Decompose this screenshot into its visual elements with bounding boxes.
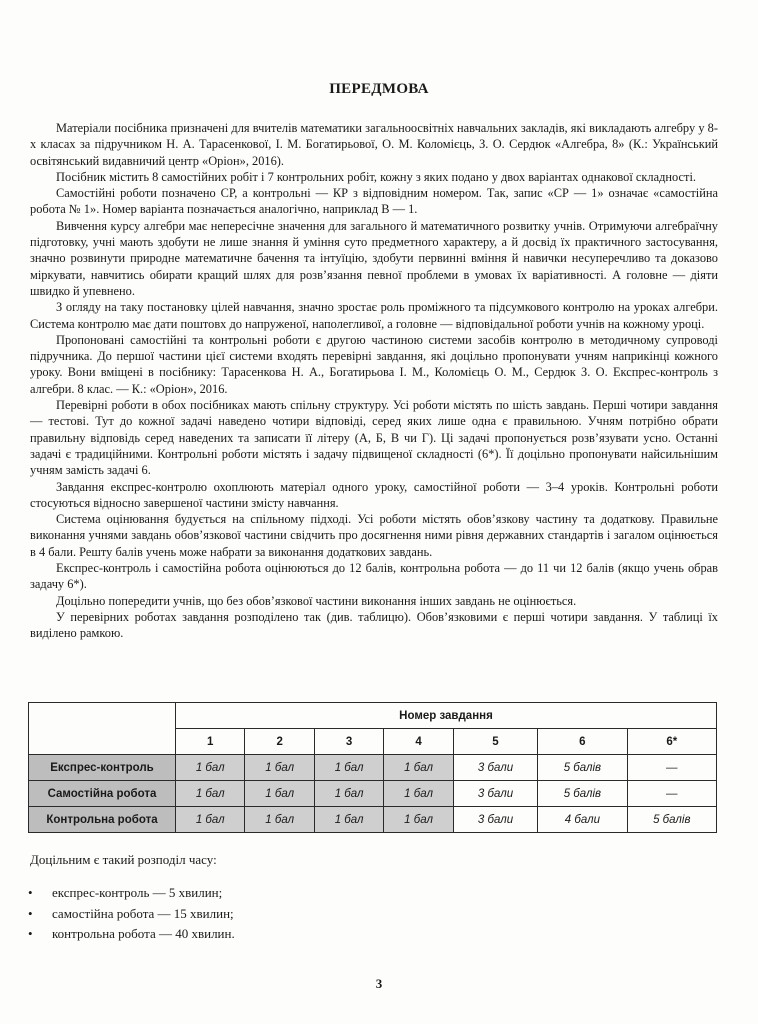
table-cell: 1 бал [245,807,314,833]
list-item-text: експрес-контроль — 5 хвилин; [52,885,223,900]
table-cell: 1 бал [314,781,383,807]
column-header: 3 [314,729,383,755]
paragraph: Перевірні роботи в обох посібниках мають спільну структуру. Усі роботи містять по шість завдань. Перші чотири завдання — тестові. Тут до кожної задачі наведено чотири відповіді, серед яких лише одна є правильною. Учням потрібно обрати правильну відповідь серед наведених та записати її літеру (А, Б, В чи Г). Ці задачі пропонується розв’язувати усно. Останні задачі є традиційними. Контрольні роботи містять і задачу підвищеної складності (6*). Її доцільно пропонувати найсильнішим учням замість задачі 6. [30,398,718,478]
paragraph: Посібник містить 8 самостійних робіт і 7 контрольних робіт, кожну з яких подано у двох варіантах однакової складності. [56,169,697,184]
table-cell: 1 бал [176,755,245,781]
task-number-header: Номер завдання [176,703,717,729]
column-header: 1 [176,729,245,755]
paragraph: Завдання експрес-контролю охоплюють матеріал одного уроку, самостійної роботи — 3–4 уроків. Контрольні роботи стосуються відносно завершеної частини змісту навчання. [30,479,718,510]
table-cell: 1 бал [176,807,245,833]
paragraph: Доцільно попередити учнів, що без обов’язкової частини виконання інших завдань не оцінюється. [56,593,577,608]
table-cell: 5 балів [538,755,627,781]
grading-table [28,702,717,833]
paragraph: З огляду на таку постановку цілей навчання, значно зростає роль проміжного та підсумкового контролю на уроках алгебри. Система контролю має дати поштовх до напруженої, наполегливої, а головне — відповідальної роботи учнів на кожному уроці. [30,300,718,331]
time-distribution-intro: Доцільним є такий розподіл часу: [30,852,217,867]
table-cell: 1 бал [245,755,314,781]
bullet-icon: • [28,905,33,921]
table-cell: 3 бали [453,807,537,833]
table-cell: — [627,755,716,781]
table-cell: 1 бал [176,781,245,807]
column-header: 5 [453,729,537,755]
table-cell: 5 балів [627,807,716,833]
bullet-icon: • [28,885,33,900]
list-item [28,904,235,925]
row-label: Контрольна робота [29,807,176,833]
paragraph: Система оцінювання будується на спільному підході. Усі роботи містять обов’язкову частину та додаткову. Правильне виконання учнями завдань обов’язкової частини свідчить про досягнення ними рівня державних стандартів і загалом оцінюється в 4 бали. Решту балів учень може набрати за виконання додаткових завдань. [30,512,718,559]
time-distribution-list [28,883,235,945]
column-header: 6* [627,729,716,755]
table-cell: 4 бали [538,807,627,833]
paragraph: У перевірних роботах завдання розподілено так (див. таблицю). Обов’язковими є перші чотири завдання. У таблиці їх виділено рамкою. [30,609,718,641]
table-cell: 3 бали [453,781,537,807]
table-cell: 1 бал [245,781,314,807]
column-header: 6 [538,729,627,755]
table-cell: 1 бал [384,755,453,781]
list-item-text: контрольна робота — 40 хвилин. [52,926,235,941]
table-cell: 3 бали [453,755,537,781]
paragraph: Вивчення курсу алгебри має непересічне значення для загального й математичного розвитку учнів. Отримуючи алгебраїчну підготовку, учні мають здобути не лише знання й уміння суто предметного характеру, а й досвід їх практичного застосування, значно розвинути природне математичне бачення та інтуїцію, здобути первинні вміння й навички несуперечливо та доказово міркувати, навчитись обирати кращий шлях для розв’язання певної проблеми в умовах їх варіативності. А головне — діяти швидко й упевнено. [30,218,718,298]
table-cell: — [627,781,716,807]
table-row [29,781,717,807]
table-cell: 5 балів [538,781,627,807]
table-cell: 1 бал [384,781,453,807]
paragraph: Матеріали посібника призначені для вчителів математики загальноосвітніх навчальних закладів, які викладають алгебру у 8-х класах за підручником Н. А. Тарасенкової, І. М. Богатирьової, О. М. Коломієць, З. О. Сердюк «Алгебра, 8» (К.: Український освітянський видавничий центр «Оріон», 2016). [30,121,718,168]
paragraph: Пропоновані самостійні та контрольні роботи є другою частиною системи засобів контролю в методичному супроводі підручника. До першої частини цієї системи входять перевірні завдання, які доцільно пропонувати учням наприкінці кожного уроку. Вони вміщені в посібнику: Тарасенкова Н. А., Богатирьова І. М., Коломієць О. М., Сердюк З. О. Експрес-контроль з алгебри. 8 клас. — К.: «Оріон», 2016. [30,332,718,396]
table-row [29,755,717,781]
table-cell: 1 бал [314,755,383,781]
column-header: 4 [384,729,453,755]
paragraph: Експрес-контроль і самостійна робота оцінюються до 12 балів, контрольна робота — до 11 чи 12 балів (якщо учень обрав задачу 6*). [30,561,718,592]
row-label: Самостійна робота [29,781,176,807]
row-label: Експрес-контроль [29,755,176,781]
page-title: ПЕРЕДМОВА [329,81,429,97]
bullet-icon: • [28,926,33,941]
table-cell: 1 бал [384,807,453,833]
table-corner-cell [29,703,176,755]
table-header-row [29,703,717,729]
list-item [28,924,235,945]
column-header: 2 [245,729,314,755]
preface-body [30,120,718,642]
paragraph: Самостійні роботи позначено СР, а контрольні — КР з відповідним номером. Так, запис «СР — 1» означає «самостійна робота № 1». Номер варіанта позначається аналогічно, наприклад В — 1. [30,186,718,217]
page-number: 3 [375,976,383,991]
table-cell: 1 бал [314,807,383,833]
table-row [29,807,717,833]
list-item [28,883,235,904]
list-item-text: самостійна робота — 15 хвилин; [52,905,234,921]
